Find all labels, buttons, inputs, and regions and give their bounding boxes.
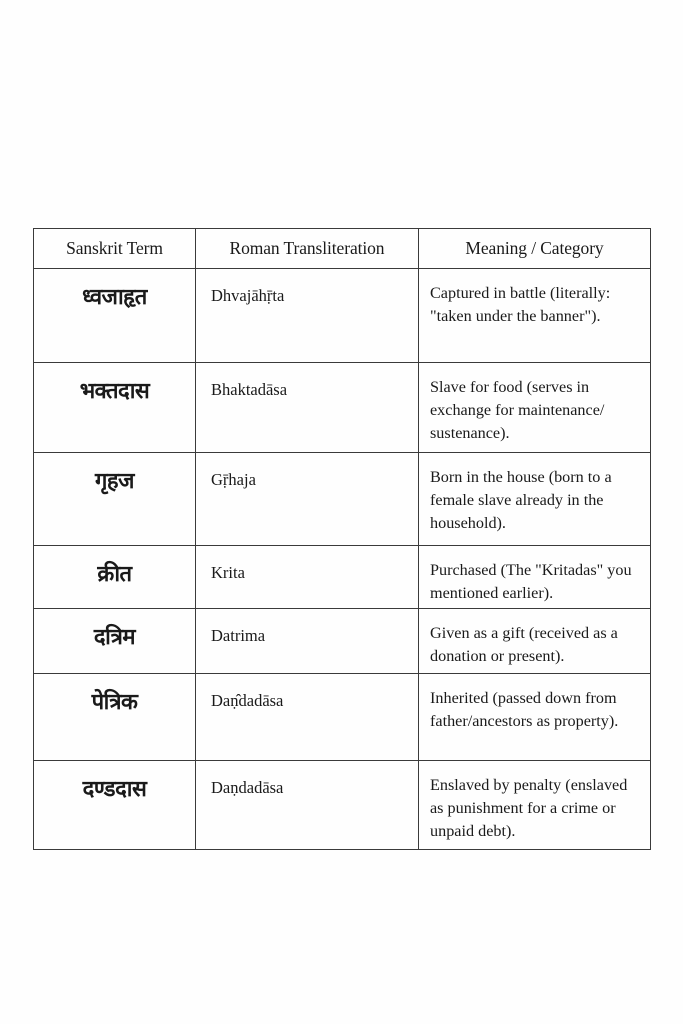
- roman-transliteration-cell: Dhvajāhṝta: [196, 269, 419, 363]
- roman-transliteration-cell: Datrima: [196, 609, 419, 674]
- roman-transliteration-cell: Bhaktadāsa: [196, 363, 419, 453]
- meaning-cell: Given as a gift (received as a donation or present).: [419, 609, 651, 674]
- table-row: [34, 761, 651, 850]
- sanskrit-term-cell: पेत्रिक: [34, 674, 196, 761]
- meaning-cell: Purchased (The "Kritadas" you mentioned earlier).: [419, 546, 651, 609]
- sanskrit-term-cell: गृहज: [34, 453, 196, 546]
- table-row: [34, 546, 651, 609]
- sanskrit-term-cell: दत्रिम: [34, 609, 196, 674]
- roman-transliteration-cell: Krita: [196, 546, 419, 609]
- table-row: [34, 609, 651, 674]
- meaning-cell: Enslaved by penalty (enslaved as punishment for a crime or unpaid debt).: [419, 761, 651, 850]
- table-row: [34, 674, 651, 761]
- table-row: [34, 363, 651, 453]
- sanskrit-terms-table: [33, 228, 651, 850]
- meaning-cell: Born in the house (born to a female slave already in the household).: [419, 453, 651, 546]
- sanskrit-term-cell: दण्डदास: [34, 761, 196, 850]
- meaning-cell: Inherited (passed down from father/ancestors as property).: [419, 674, 651, 761]
- roman-transliteration-cell: Daṇ̂dadāsa: [196, 674, 419, 761]
- meaning-cell: Slave for food (serves in exchange for maintenance/ sustenance).: [419, 363, 651, 453]
- table-row: [34, 453, 651, 546]
- header-meaning-category: Meaning / Category: [419, 229, 651, 269]
- table-row: [34, 269, 651, 363]
- meaning-cell: Captured in battle (literally: "taken under the banner").: [419, 269, 651, 363]
- header-roman-transliteration: Roman Transliteration: [196, 229, 419, 269]
- table-header-row: [34, 229, 651, 269]
- sanskrit-term-cell: क्रीत: [34, 546, 196, 609]
- header-sanskrit-term: Sanskrit Term: [34, 229, 196, 269]
- sanskrit-term-cell: भक्तदास: [34, 363, 196, 453]
- roman-transliteration-cell: Gṝhaja: [196, 453, 419, 546]
- roman-transliteration-cell: Daṇdadāsa: [196, 761, 419, 850]
- sanskrit-term-cell: ध्वजाहृत: [34, 269, 196, 363]
